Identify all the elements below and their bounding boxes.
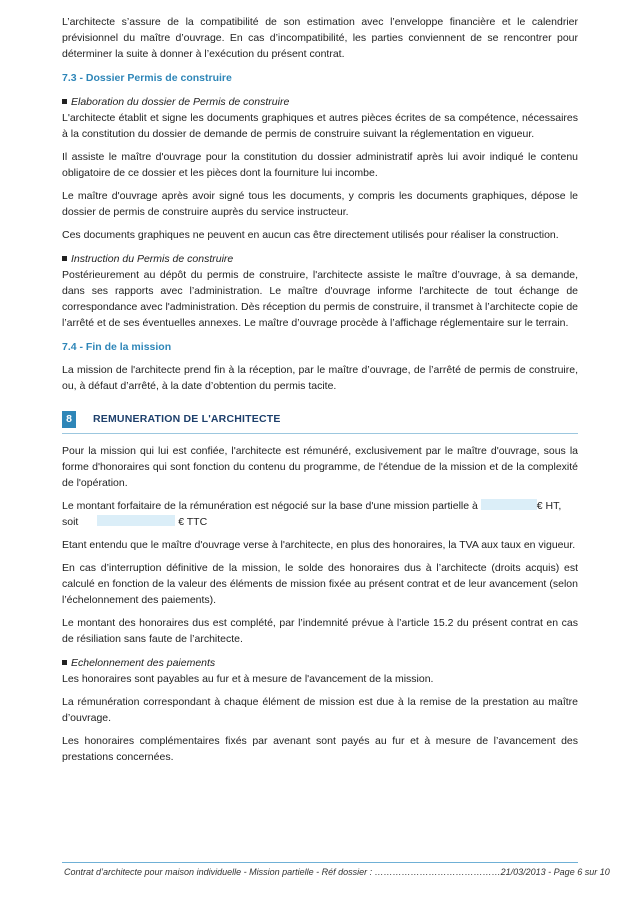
section-7-4-title: 7.4 - Fin de la mission — [62, 341, 172, 353]
bullet-echelonnement-label: Echelonnement des paiements — [71, 657, 216, 669]
section-7-3-title: 7.3 - Dossier Permis de construire — [62, 72, 232, 84]
chapter-number-badge: 8 — [62, 411, 76, 428]
chapter-underline — [62, 433, 578, 434]
s73-paragraph-5: Postérieurement au dépôt du permis de construire, l'architecte assiste le maître d’ouvrage, à sa demande, dans ses rapports avec l’administration. Le maître d'ouvrage informe l'architecte de tout échange de correspondance avec l'administration. Dès réception du permis de construire, il transmet à l’architecte copie de l’arrêté et de ses éventuelles annexes. Le maître d’ouvrage procède à l’affichage réglementaire sur le terrain. — [62, 269, 578, 329]
fee-ttc-blank[interactable] — [97, 515, 175, 526]
fee-text-c: soit — [62, 516, 79, 528]
s73-paragraph-4: Ces documents graphiques ne peuvent en aucun cas être directement utilisés pour réaliser la construction. — [62, 229, 559, 241]
document-page — [62, 14, 578, 765]
bullet-elaboration-label: Elaboration du dossier de Permis de construire — [71, 96, 290, 108]
bullet-instruction — [62, 251, 578, 267]
footer-divider — [62, 862, 578, 863]
fee-text-d: € TTC — [178, 516, 208, 528]
fee-text-b: € HT, — [536, 500, 562, 512]
square-bullet-icon — [62, 660, 67, 665]
fee-ht-blank[interactable] — [481, 499, 537, 510]
intro-paragraph: L’architecte s’assure de la compatibilité de son estimation avec l’enveloppe financière et le calendrier prévisionnel du maître d’ouvrage. En cas d’incompatibilité, les parties conviennent de se rencontrer pour déterminer la suite à donner à l’exécution du présent contrat. — [62, 16, 578, 60]
bullet-instruction-label: Instruction du Permis de construire — [71, 253, 234, 265]
bullet-echelonnement — [62, 655, 578, 671]
fee-text-a: Le montant forfaitaire de la rémunération est négocié sur la base d'une mission partielle à — [62, 500, 478, 512]
s73-paragraph-3: Le maître d'ouvrage après avoir signé tous les documents, y compris les documents graphiques, dépose le dossier de permis de construire auprès du service instructeur. — [62, 190, 578, 218]
s8-paragraph-5: Le montant des honoraires dus est complété, par l’indemnité prévue à l’article 15.2 du présent contrat en cas de résiliation sans faute de l’architecte. — [62, 617, 578, 645]
chapter-8-heading — [62, 408, 578, 430]
page-footer: Contrat d’architecte pour maison individuelle - Mission partielle - Réf dossier : ……………………………………21/03/2013 - Page 6 sur 10 — [64, 867, 610, 877]
s73-paragraph-2: Il assiste le maître d'ouvrage pour la constitution du dossier administratif après lui avoir indiqué le contenu obligatoire de ce dossier et les pièces dont la fourniture lui incombe. — [62, 151, 578, 179]
square-bullet-icon — [62, 99, 67, 104]
s8-paragraph-7: La rémunération correspondant à chaque élément de mission est due à la remise de la prestation au maître d’ouvrage. — [62, 696, 578, 724]
s73-paragraph-1: L'architecte établit et signe les documents graphiques et autres pièces écrites de sa compétence, nécessaires à la constitution du dossier de demande de permis de construire suivant la réglementation en vigueur. — [62, 112, 578, 140]
s8-paragraph-6: Les honoraires sont payables au fur et à mesure de l'avancement de la mission. — [62, 673, 434, 685]
bullet-elaboration — [62, 94, 578, 110]
s8-paragraph-8: Les honoraires complémentaires fixés par avenant sont payés au fur et à mesure de l’avancement des prestations concernées. — [62, 735, 578, 763]
chapter-title: REMUNERATION DE L'ARCHITECTE — [93, 413, 281, 425]
s8-paragraph-2 — [62, 498, 578, 530]
s74-paragraph-1: La mission de l'architecte prend fin à la réception, par le maître d’ouvrage, de l’arrêté de permis de construire, ou, à défaut d’arrêté, à la date d’obtention du permis tacite. — [62, 364, 578, 392]
square-bullet-icon — [62, 256, 67, 261]
s8-paragraph-1: Pour la mission qui lui est confiée, l'architecte est rémunéré, exclusivement par le maître d'ouvrage, sous la forme d'honoraires qui sont fonction du contenu du programme, de l'étendue de la mission et de la complexité de l'opération. — [62, 445, 578, 489]
s8-paragraph-3: Etant entendu que le maître d'ouvrage verse à l'architecte, en plus des honoraires, la TVA aux taux en vigueur. — [62, 539, 576, 551]
s8-paragraph-4: En cas d’interruption définitive de la mission, le solde des honoraires dus à l’architecte (droits acquis) est calculé en fonction de la valeur des éléments de mission fixée au présent contrat et de leur avancement (selon l’échelonnement des paiements). — [62, 562, 578, 606]
